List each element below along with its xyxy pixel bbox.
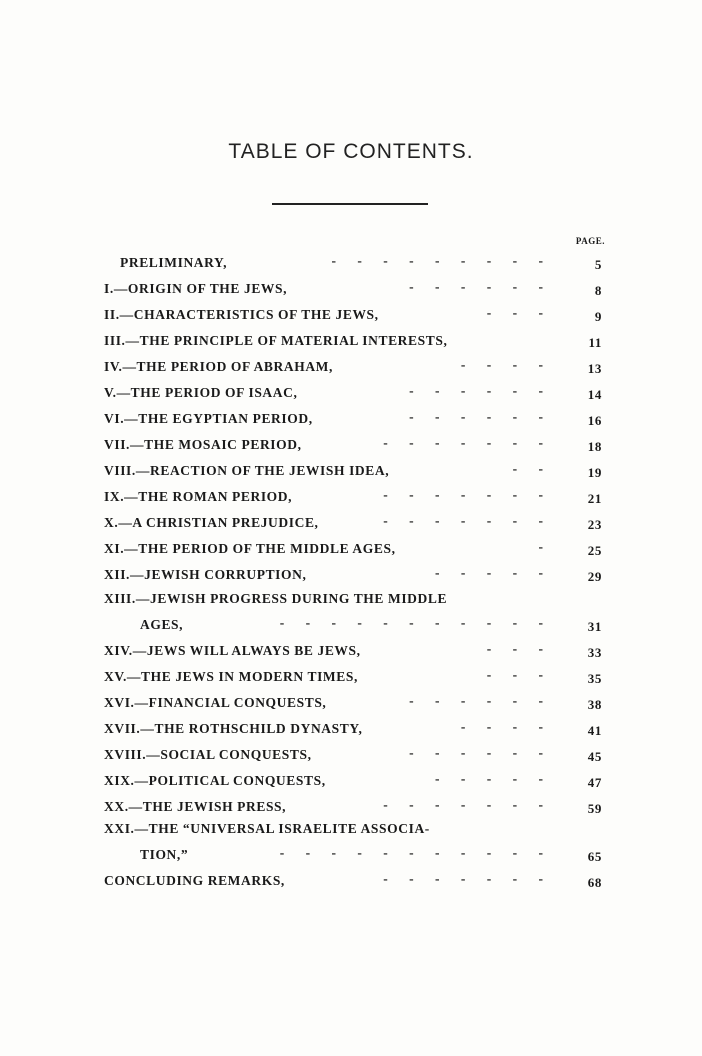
toc-entry-label: XVIII.—SOCIAL CONQUESTS,	[104, 747, 312, 762]
toc-entry	[0, 690, 702, 714]
toc-entry-page: 23	[587, 517, 602, 532]
toc-entry-page: 5	[594, 257, 602, 272]
toc-entry-leader: - - - - - -	[409, 745, 552, 760]
toc-entry-page: 13	[587, 361, 602, 376]
toc-entry-label: VI.—THE EGYPTIAN PERIOD,	[104, 411, 313, 426]
toc-entry-label: CONCLUDING REMARKS,	[104, 873, 285, 888]
toc-entry	[0, 742, 702, 766]
toc-entry	[0, 380, 702, 404]
page-title: TABLE OF CONTENTS.	[228, 140, 474, 163]
toc-entry-leader: - - - - - - -	[383, 513, 552, 528]
toc-entry	[0, 458, 702, 482]
toc-entry-label: V.—THE PERIOD OF ISAAC,	[104, 385, 298, 400]
toc-entry-leader: - - - - - - -	[383, 797, 552, 812]
toc-entry-leader: - - - - - -	[409, 409, 552, 424]
toc-entry	[0, 510, 702, 534]
toc-entry-label: TION,”	[140, 847, 189, 862]
toc-entry-label: III.—THE PRINCIPLE OF MATERIAL INTERESTS,	[104, 333, 448, 348]
toc-entry-label: XIII.—JEWISH PROGRESS DURING THE MIDDLE	[104, 591, 448, 606]
toc-entry-label: I.—ORIGIN OF THE JEWS,	[104, 281, 288, 296]
toc-entry-label: IV.—THE PERIOD OF ABRAHAM,	[104, 359, 333, 374]
toc-entry-label: AGES,	[140, 617, 184, 632]
toc-entry	[0, 664, 702, 688]
toc-entry-label: XI.—THE PERIOD OF THE MIDDLE AGES,	[104, 541, 396, 556]
toc-entry-leader: - - - - -	[435, 771, 552, 786]
toc-entry-page: 38	[587, 697, 602, 712]
toc-entry	[0, 250, 702, 274]
toc-entry	[0, 484, 702, 508]
toc-entry-page: 68	[587, 875, 602, 890]
toc-entry-leader: - - -	[486, 667, 552, 682]
toc-entry-label: XVI.—FINANCIAL CONQUESTS,	[104, 695, 327, 710]
toc-entry	[0, 328, 702, 352]
toc-entry	[0, 536, 702, 560]
toc-entry	[0, 302, 702, 326]
toc-entry-label: X.—A CHRISTIAN PREJUDICE,	[104, 515, 319, 530]
toc-entry	[0, 276, 702, 300]
toc-entry-label: XIV.—JEWS WILL ALWAYS BE JEWS,	[104, 643, 361, 658]
toc-entry-page: 21	[587, 491, 602, 506]
toc-entry-leader: - - - - - - -	[383, 435, 552, 450]
toc-entry-label: XXI.—THE “UNIVERSAL ISRAELITE ASSOCIA-	[104, 821, 430, 836]
toc-entry-leader: - - -	[486, 641, 552, 656]
toc-entry	[0, 354, 702, 378]
toc-entry-label: VII.—THE MOSAIC PERIOD,	[104, 437, 302, 452]
page-column-header: PAGE.	[575, 236, 605, 246]
toc-entry-page: 8	[594, 283, 602, 298]
toc-entry-label: XX.—THE JEWISH PRESS,	[104, 799, 287, 814]
toc-entry	[0, 586, 702, 610]
toc-entry	[0, 406, 702, 430]
title-rule	[272, 203, 428, 205]
toc-entry-label: XII.—JEWISH CORRUPTION,	[104, 567, 307, 582]
toc-entry-page: 18	[587, 439, 602, 454]
toc-entry	[0, 842, 702, 866]
toc-entry	[0, 432, 702, 456]
toc-entry-page: 16	[587, 413, 602, 428]
toc-entry-leader: - - - - - -	[409, 693, 552, 708]
toc-entry-page: 45	[587, 749, 602, 764]
toc-entry-label: XVII.—THE ROTHSCHILD DYNASTY,	[104, 721, 363, 736]
toc-entry-leader: - - - - - -	[409, 279, 552, 294]
toc-entry-label: XIX.—POLITICAL CONQUESTS,	[104, 773, 326, 788]
toc-entry-leader: - - - - -	[435, 565, 552, 580]
toc-entry-leader: - - - - - - - - - - -	[279, 615, 552, 630]
toc-entry	[0, 768, 702, 792]
toc-entry-label: XV.—THE JEWS IN MODERN TIMES,	[104, 669, 358, 684]
toc-entry-leader: - - - - - - - - -	[331, 253, 552, 268]
toc-entry	[0, 716, 702, 740]
toc-entry-leader: - - - - - - - - - - -	[279, 845, 552, 860]
toc-entry-leader: - -	[512, 461, 552, 476]
toc-entry-page: 11	[588, 335, 602, 350]
toc-entry	[0, 816, 702, 840]
toc-entry-leader: - - - -	[460, 719, 552, 734]
toc-entry-page: 33	[587, 645, 602, 660]
toc-entry	[0, 562, 702, 586]
toc-entry-leader: - - - - - -	[409, 383, 552, 398]
toc-entry-page: 25	[587, 543, 602, 558]
toc-entry-label: IX.—THE ROMAN PERIOD,	[104, 489, 293, 504]
toc-entry	[0, 794, 702, 818]
toc-entry-label: VIII.—REACTION OF THE JEWISH IDEA,	[104, 463, 390, 478]
toc-entry-page: 35	[587, 671, 602, 686]
toc-entry-page: 19	[587, 465, 602, 480]
toc-entry-page: 31	[587, 619, 602, 634]
toc-entry-leader: - - - - - - -	[383, 871, 552, 886]
toc-entry-leader: - - - -	[460, 357, 552, 372]
toc-entry	[0, 868, 702, 892]
toc-entry-label: PRELIMINARY,	[120, 255, 228, 270]
toc-entry-label: II.—CHARACTERISTICS OF THE JEWS,	[104, 307, 379, 322]
toc-entry-page: 59	[587, 801, 602, 816]
toc-entry	[0, 612, 702, 636]
toc-entry-leader: -	[538, 539, 552, 554]
toc-entry-leader: - - - - - - -	[383, 487, 552, 502]
toc-entry-page: 65	[587, 849, 602, 864]
toc-entry-page: 14	[587, 387, 602, 402]
toc-entry-page: 9	[594, 309, 602, 324]
toc-entry-page: 41	[587, 723, 602, 738]
toc-entry	[0, 638, 702, 662]
toc-entry-leader: - - -	[486, 305, 552, 320]
toc-entry-page: 47	[587, 775, 602, 790]
toc-entry-page: 29	[587, 569, 602, 584]
